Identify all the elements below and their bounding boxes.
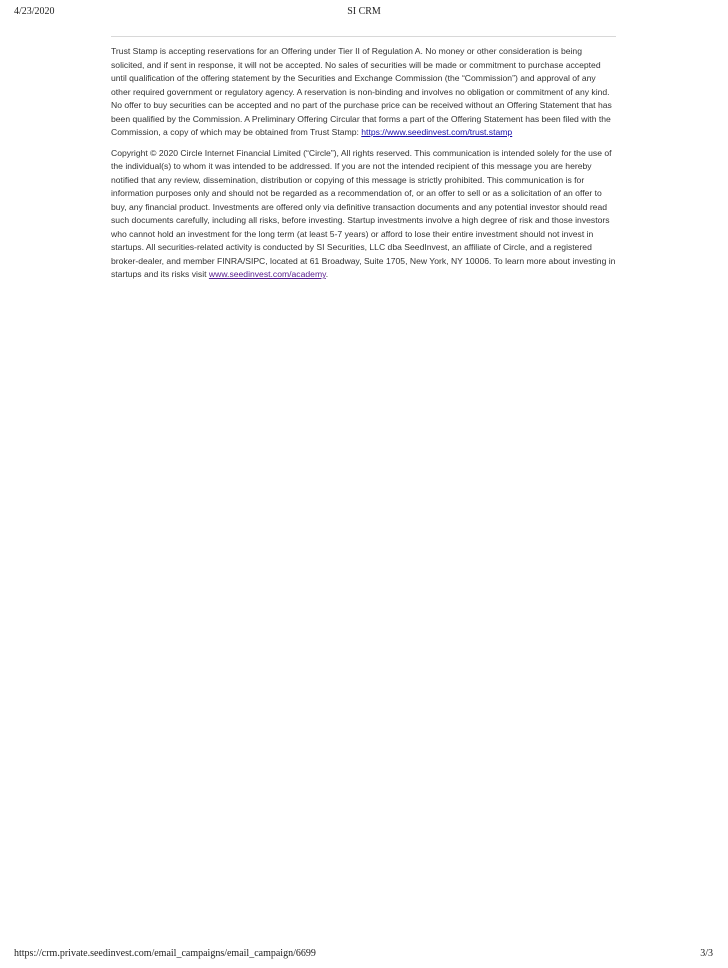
copyright-text: Copyright © 2020 Circle Internet Financial Limited (“Circle”), All rights reserved. This communication is intended solely for the use of the individual(s) to whom it was intended to be addressed. If you are not the intended recipient of this message you are hereby notified that any review, dissemination, distribution or copying of this message is strictly prohibited. This communication is for information purposes only and should not be regarded as a recommendation of, or an offer to sell or as a solicitation of an offer to buy, any financial product. Investments are offered only via definitive transaction documents and any potential investor should read such documents carefully, including all risks, before investing. Startup investments involve a high degree of risk and those investors who cannot hold an investment for the long term (at least 5-7 years) or afford to lose their entire investment should not invest in startups. All securities-related activity is conducted by SI Securities, LLC dba SeedInvest, an affiliate of Circle, and a registered broker-dealer, and member FINRA/SIPC, located at 61 Broadway, Suite 1705, New York, NY 10006. To learn more about investing in startups and its risks visit	[111, 147, 616, 279]
print-title: SI CRM	[347, 6, 381, 17]
print-date: 4/23/2020	[14, 6, 55, 17]
trust-stamp-link[interactable]: https://www.seedinvest.com/trust.stamp	[361, 127, 513, 137]
offering-disclaimer-text: Trust Stamp is accepting reservations for an Offering under Tier II of Regulation A. No money or other consideration is being solicited, and if sent in response, it will not be accepted. No sales of securities will be made or commitment to purchase accepted until qualification of the offering statement by the Securities and Exchange Commission (the “Commission”) and approval of any other required government or regulatory agency. A reservation is non-binding and involves no obligation or commitment of any kind. No offer to buy securities can be accepted and no part of the purchase price can be received without an Offering Statement that has been qualified by the Commission. A Preliminary Offering Circular that forms a part of the Offering Statement has been filed with the Commission, a copy of which may be obtained from Trust Stamp:	[111, 46, 612, 137]
print-url: https://crm.private.seedinvest.com/email_campaigns/email_campaign/6699	[14, 948, 316, 959]
email-body	[111, 36, 616, 282]
copyright-notice	[111, 147, 616, 282]
print-header	[0, 6, 728, 20]
academy-link[interactable]: www.seedinvest.com/academy	[208, 269, 326, 279]
offering-disclaimer	[111, 45, 616, 140]
page-number: 3/3	[700, 948, 713, 959]
print-footer	[0, 948, 728, 962]
copyright-trailing: .	[325, 269, 329, 279]
